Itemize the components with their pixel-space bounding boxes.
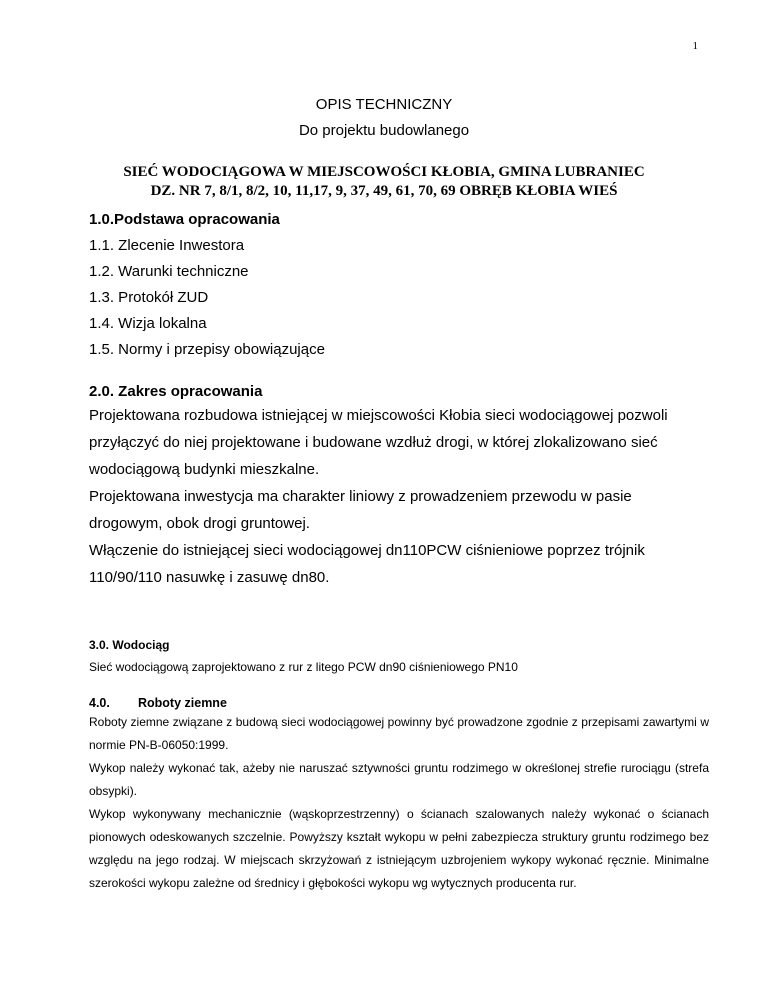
- scope-text-line: wodociągową budynki mieszkalne.: [89, 461, 320, 478]
- water-pipeline-text: Sieć wodociągową zaprojektowano z rur z litego PCW dn90 ciśnieniowego PN10: [89, 660, 518, 674]
- list-item: 1.2. Warunki techniczne: [89, 263, 249, 280]
- document-title: OPIS TECHNICZNY: [315, 96, 453, 113]
- scope-text-line: Włączenie do istniejącej sieci wodociągowej dn110PCW ciśnieniowe poprzez trójnik: [89, 542, 645, 559]
- section-scope: [89, 382, 709, 591]
- section-heading-text: Roboty ziemne: [138, 696, 227, 710]
- project-title-line-2: DZ. NR 7, 8/1, 8/2, 10, 11,17, 9, 37, 49, 61, 70, 69 OBRĘB KŁOBIA WIEŚ: [150, 183, 618, 199]
- document-body: [89, 210, 709, 895]
- earthworks-paragraph: Roboty ziemne związane z budową sieci wodociągowej powinny być prowadzone zgodnie z przepisami zawartymi w normie PN-B-06050:1999.: [89, 715, 709, 752]
- scope-text-line: drogowym, obok drogi gruntowej.: [89, 515, 310, 532]
- earthworks-paragraph: Wykop wykonywany mechanicznie (wąskoprzestrzenny) o ścianach szalowanych należy wykonać o ścianach pionowych odeskowanych szczelnie. Powyższy kształt wykopu w pełni zabezpiecza struktury gruntu rodzimego bez względu na jego rodzaj. W miejscach skrzyżowań z istniejącym uzbrojeniem wykopy wykonać ręcznie. Minimalne szerokości wykopu zależne od średnicy i głębokości wykopu wg wytycznych producenta rur.: [89, 807, 709, 890]
- list-item: 1.1. Zlecenie Inwestora: [89, 237, 245, 254]
- list-item: 1.5. Normy i przepisy obowiązujące: [89, 341, 325, 358]
- section-water-pipeline: [89, 637, 709, 675]
- scope-text-line: Projektowana inwestycja ma charakter liniowy z prowadzeniem przewodu w pasie: [89, 488, 632, 505]
- scope-text-line: 110/90/110 nasuwkę i zasuwę dn80.: [89, 569, 330, 586]
- page-number: 1: [692, 40, 698, 52]
- list-item: 1.3. Protokół ZUD: [89, 289, 209, 306]
- earthworks-paragraph: Wykop należy wykonać tak, ażeby nie naruszać sztywności gruntu rodzimego w określonej strefie rurociągu (strefa obsypki).: [89, 761, 709, 798]
- section-earthworks: [89, 695, 709, 895]
- section-number: 4.0.: [89, 696, 110, 710]
- scope-text-line: Projektowana rozbudowa istniejącej w miejscowości Kłobia sieci wodociągowej pozwoli: [89, 407, 668, 424]
- scope-text-line: przyłączyć do niej projektowane i budowane wzdłuż drogi, w której zlokalizowano sieć: [89, 434, 658, 451]
- section-heading-water-pipeline: 3.0. Wodociąg: [89, 638, 170, 652]
- list-item: 1.4. Wizja lokalna: [89, 315, 207, 332]
- section-basis: [89, 210, 709, 360]
- section-heading-scope: 2.0. Zakres opracowania: [89, 383, 263, 400]
- project-title-line-1: SIEĆ WODOCIĄGOWA W MIEJSCOWOŚCI KŁOBIA, GMINA LUBRANIEC: [123, 164, 645, 180]
- section-heading-earthworks: [89, 695, 709, 711]
- document-subtitle: Do projektu budowlanego: [298, 122, 470, 139]
- section-heading-basis: 1.0.Podstawa opracowania: [89, 211, 280, 228]
- document-header: [0, 95, 768, 201]
- project-title: [0, 163, 768, 201]
